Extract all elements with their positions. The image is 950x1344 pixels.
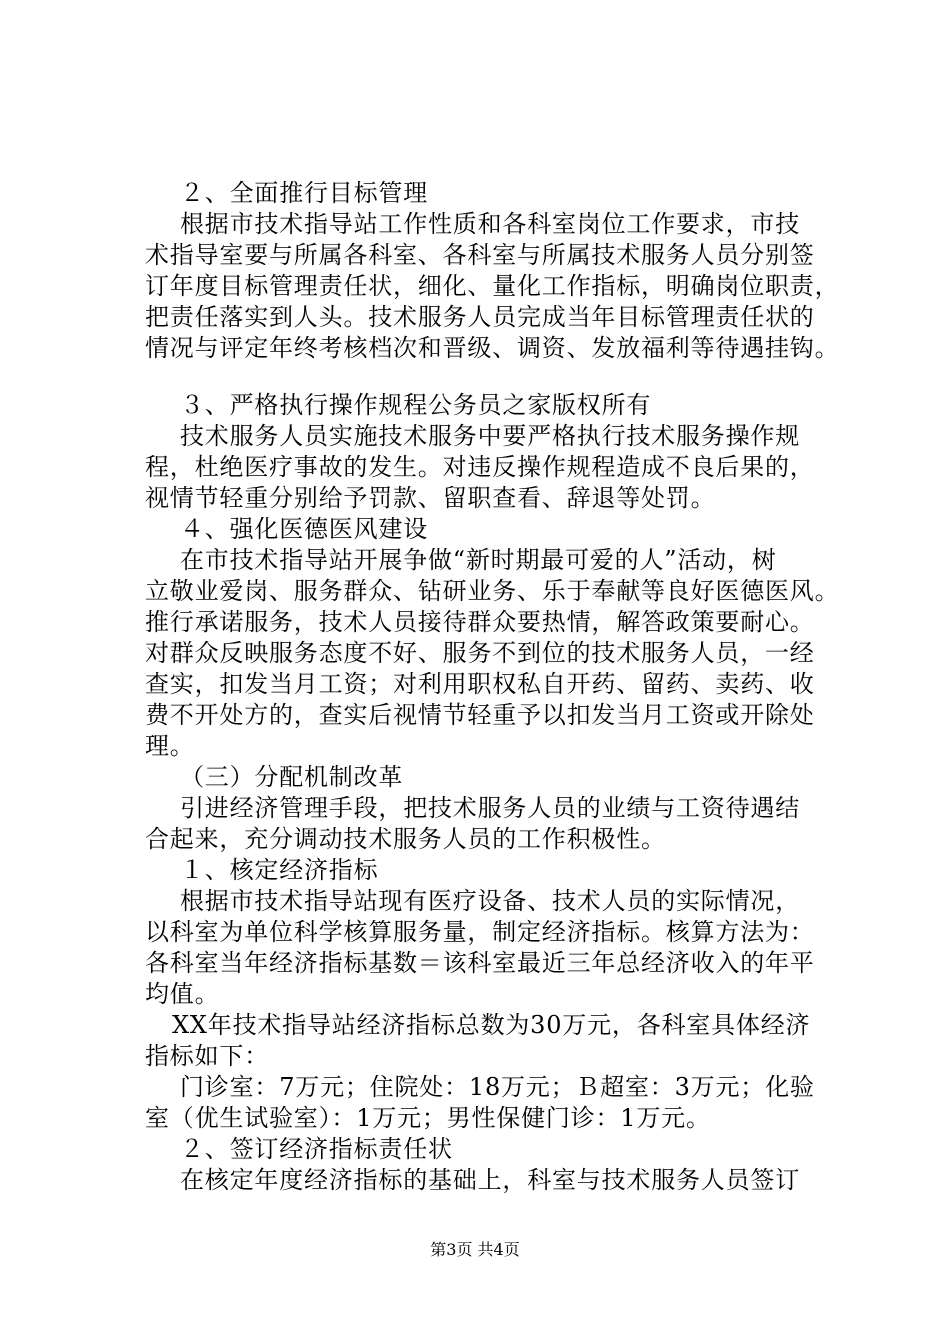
section-heading: ２、全面推行目标管理 [180, 179, 428, 207]
section-heading: １、核定经济指标 [180, 856, 379, 884]
paragraph-line: 在市技术指导站开展争做“新时期最可爱的人”活动，树 [180, 546, 777, 574]
paragraph-line: XX年技术指导站经济指标总数为30万元，各科室具体经济 [172, 1011, 811, 1039]
paragraph-line: 合起来，充分调动技术服务人员的工作积极性。 [145, 825, 666, 853]
paragraph-line: 立敬业爱岗、服务群众、钻研业务、乐于奉献等良好医德医风。 [145, 577, 840, 605]
paragraph-line: 程，杜绝医疗事故的发生。对违反操作规程造成不良后果的， [145, 453, 815, 481]
section-heading: ４、强化医德医风建设 [180, 515, 428, 543]
paragraph-line: 指标如下： [145, 1042, 269, 1070]
paragraph-line: 在核定年度经济指标的基础上，科室与技术服务人员签订 [180, 1166, 800, 1194]
paragraph-line: 引进经济管理手段，把技术服务人员的业绩与工资待遇结 [180, 794, 800, 822]
paragraph-line: 费不开处方的，查实后视情节轻重予以扣发当月工资或开除处 [145, 701, 815, 729]
paragraph-line: 室（优生试验室）：1万元；男性保健门诊：1万元。 [145, 1104, 711, 1132]
paragraph-line: 均值。 [145, 980, 220, 1008]
paragraph-line: 各科室当年经济指标基数＝该科室最近三年总经济收入的年平 [145, 949, 815, 977]
paragraph-line: 把责任落实到人头。技术服务人员完成当年目标管理责任状的 [145, 303, 815, 331]
paragraph-line: 技术服务人员实施技术服务中要严格执行技术服务操作规 [180, 422, 800, 450]
paragraph-line: 根据市技术指导站现有医疗设备、技术人员的实际情况， [180, 887, 800, 915]
section-heading: （三）分配机制改革 [180, 763, 404, 791]
paragraph-line: 理。 [145, 732, 195, 760]
paragraph-line: 推行承诺服务，技术人员接待群众要热情，解答政策要耐心。 [145, 608, 815, 636]
paragraph-line: 订年度目标管理责任状，细化、量化工作指标，明确岗位职责， [145, 272, 840, 300]
paragraph-line: 以科室为单位科学核算服务量，制定经济指标。核算方法为： [145, 918, 815, 946]
paragraph-line: 门诊室：7万元；住院处：18万元；Ｂ超室：3万元；化验 [180, 1073, 815, 1101]
paragraph-line: 查实，扣发当月工资；对利用职权私自开药、留药、卖药、收 [145, 670, 815, 698]
section-heading: ２、签订经济指标责任状 [180, 1135, 453, 1163]
paragraph-line: 对群众反映服务态度不好、服务不到位的技术服务人员，一经 [145, 639, 815, 667]
page-number-footer: 第3页 共4页 [430, 1240, 520, 1259]
paragraph-line: 根据市技术指导站工作性质和各科室岗位工作要求，市技 [180, 210, 800, 238]
paragraph-line: 术指导室要与所属各科室、各科室与所属技术服务人员分别签 [145, 241, 815, 269]
paragraph-line: 情况与评定年终考核档次和晋级、调资、发放福利等待遇挂钩。 [145, 334, 840, 362]
section-heading: ３、严格执行操作规程公务员之家版权所有 [180, 391, 652, 419]
paragraph-line: 视情节轻重分别给予罚款、留职查看、辞退等处罚。 [145, 484, 716, 512]
